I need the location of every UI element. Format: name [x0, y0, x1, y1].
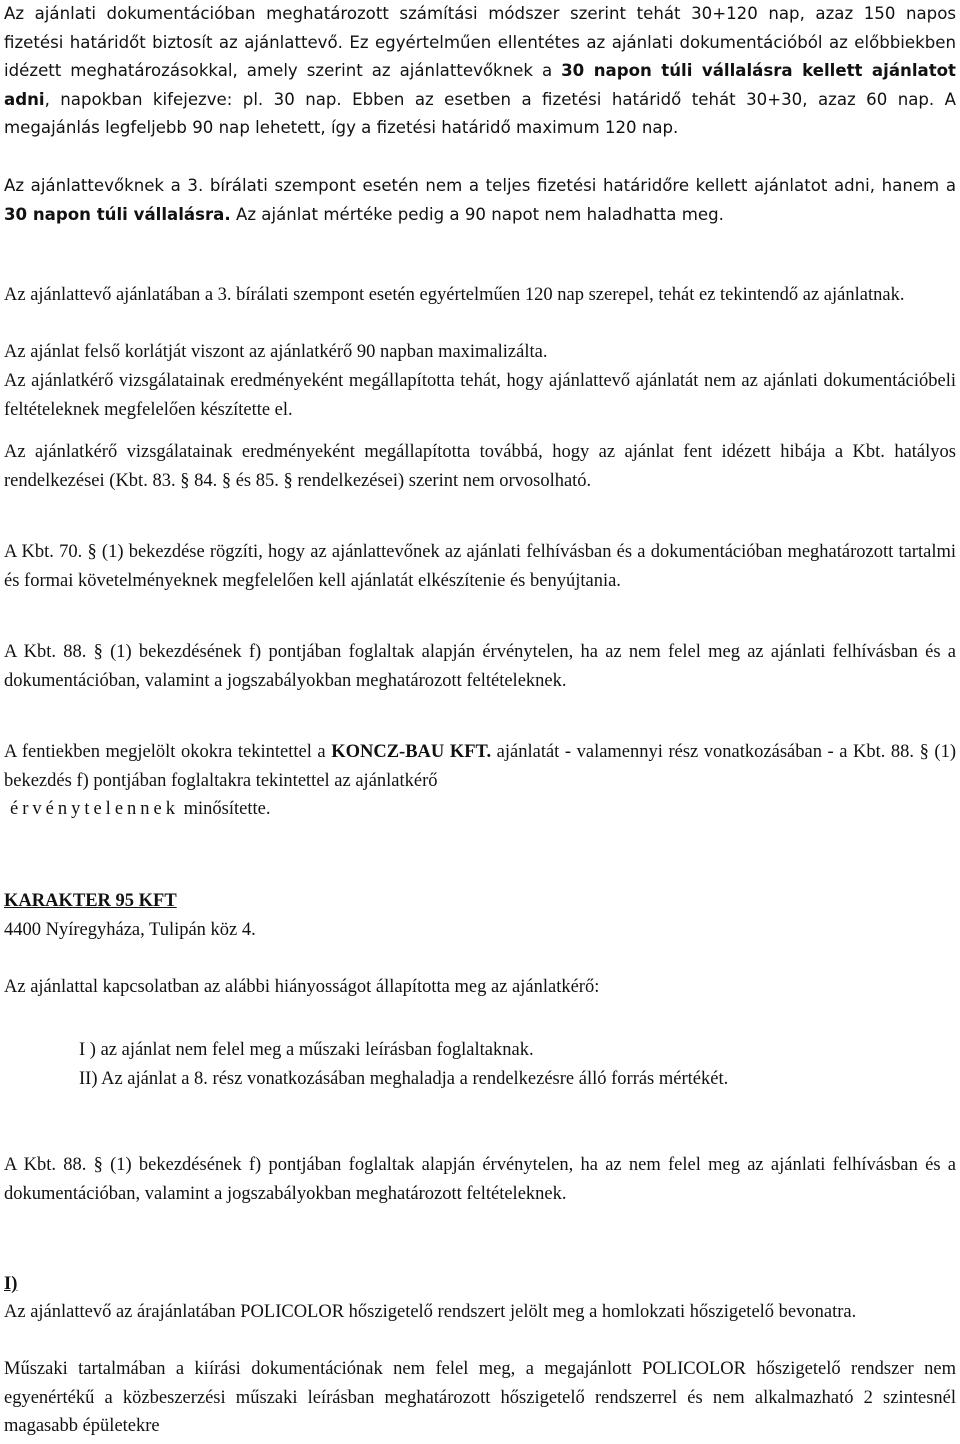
- text-span: A fentiekben megjelölt okokra tekintettel a: [4, 742, 332, 762]
- paragraph-120-days: Az ajánlattevő ajánlatában a 3. bírálati szempont esetén egyértelműen 120 nap szerepel, tehát ez tekintendő az ajánlatnak.: [4, 285, 905, 305]
- spaced-word: érvénytelennek: [10, 799, 179, 820]
- company-name: KONCZ-BAU KFT.: [331, 742, 492, 762]
- paragraph-kbt-88-b: A Kbt. 88. § (1) bekezdésének f) pontjában foglaltak alapján érvénytelen, ha az nem felel meg az ajánlati felhívásban és a dokumentációban, valamint a jogszabályokban meghatározott feltételeknek.: [4, 1155, 956, 1204]
- paragraph-bidders-offer: [4, 172, 956, 229]
- company-heading: KARAKTER 95 KFT: [4, 891, 177, 911]
- paragraph-kbt-70: A Kbt. 70. § (1) bekezdése rögzíti, hogy az ajánlattevőnek az ajánlati felhívásban és a dokumentációban meghatározott tartalmi és formai követelményeknek megfelelően kell ajánlatát elkészítenie és benyújtania.: [4, 542, 956, 591]
- text-span: minősítette.: [179, 799, 271, 820]
- section-I-paragraph-1: Az ajánlattevő az árajánlatában POLICOLOR hőszigetelő rendszert jelölt meg a homlokzati hőszigetelő bevonatra.: [4, 1302, 857, 1322]
- deficiency-intro: Az ajánlattal kapcsolatban az alábbi hiányosságot állapította meg az ajánlatkérő:: [4, 977, 600, 997]
- text-span: Az ajánlattevőknek a 3. bírálati szempont esetén nem a teljes fizetési határidőre kellett ajánlatot adni, hanem a: [4, 176, 956, 195]
- paragraph-upper-limit: Az ajánlat felső korlátját viszont az ajánlatkérő 90 napban maximalizálta.: [4, 342, 548, 362]
- deficiency-item-2: II) Az ajánlat a 8. rész vonatkozásában meghaladja a rendelkezésre álló forrás mértékét.: [79, 1069, 729, 1089]
- text-span: Az ajánlati dokumentációban meghatározott számítási módszer szerint tehát 30+120 nap, azaz 150 napos fizetési határidőt biztosít az ajánlattevő. Ez egyértelműen ellentétes az ajánlati dokumentációból az előbbiekben idézett meghatározásokkal, amely szerint az ajánlattevőknek a: [4, 4, 956, 81]
- bold-phrase: 30 napon túli vállalásra kellett ajánlatot adni: [4, 61, 956, 109]
- paragraph-payment-deadline: [4, 0, 956, 143]
- bold-phrase: 30 napon túli vállalásra.: [4, 204, 231, 224]
- paragraph-kbt-88-a: A Kbt. 88. § (1) bekezdésének f) pontjában foglaltak alapján érvénytelen, ha az nem felel meg az ajánlati felhívásban és a dokumentációban, valamint a jogszabályokban meghatározott feltételeknek.: [4, 642, 956, 691]
- section-I-paragraph-2: Műszaki tartalmában a kiírási dokumentációnak nem felel meg, a megajánlott POLICOLOR hőszigetelő rendszer nem egyenértékű a közbeszerzési műszaki leírásban meghatározott hőszigetelő rendszerrel és nem alkalmazható 2 szintesnél magasabb épületekre: [4, 1359, 956, 1437]
- text-span: , napokban kifejezve: pl. 30 nap. Ebben az esetben a fizetési határidő tehát 30+30, azaz 60 nap. A megajánlás legfeljebb 90 nap lehetett, így a fizetési határidő maximum 120 nap.: [4, 89, 956, 138]
- deficiency-item-1: I ) az ajánlat nem felel meg a műszaki leírásban foglaltaknak.: [79, 1040, 534, 1060]
- company-address: 4400 Nyíregyháza, Tulipán köz 4.: [4, 920, 256, 940]
- text-span: Az ajánlat mértéke pedig a 90 napot nem haladhatta meg.: [230, 204, 724, 224]
- paragraph-investigation-1: Az ajánlatkérő vizsgálatainak eredményeként megállapította tehát, hogy ajánlattevő ajánlatát nem az ajánlati dokumentációbeli feltételeknek megfelelően készítette el.: [4, 371, 956, 420]
- section-heading-I: I): [4, 1274, 18, 1294]
- text-span: ajánlatát - valamennyi rész vonatkozásában - a Kbt. 88. § (1) bekezdés f) pontjában foglaltakra tekintettel az ajánlatkérő: [4, 742, 956, 791]
- paragraph-investigation-2: Az ajánlatkérő vizsgálatainak eredményeként megállapította továbbá, hogy az ajánlat fent idézett hibája a Kbt. hatályos rendelkezései (Kbt. 83. § 84. § és 85. § rendelkezései) szerint nem orvosolható.: [4, 442, 956, 491]
- paragraph-koncz-bau: [4, 738, 956, 824]
